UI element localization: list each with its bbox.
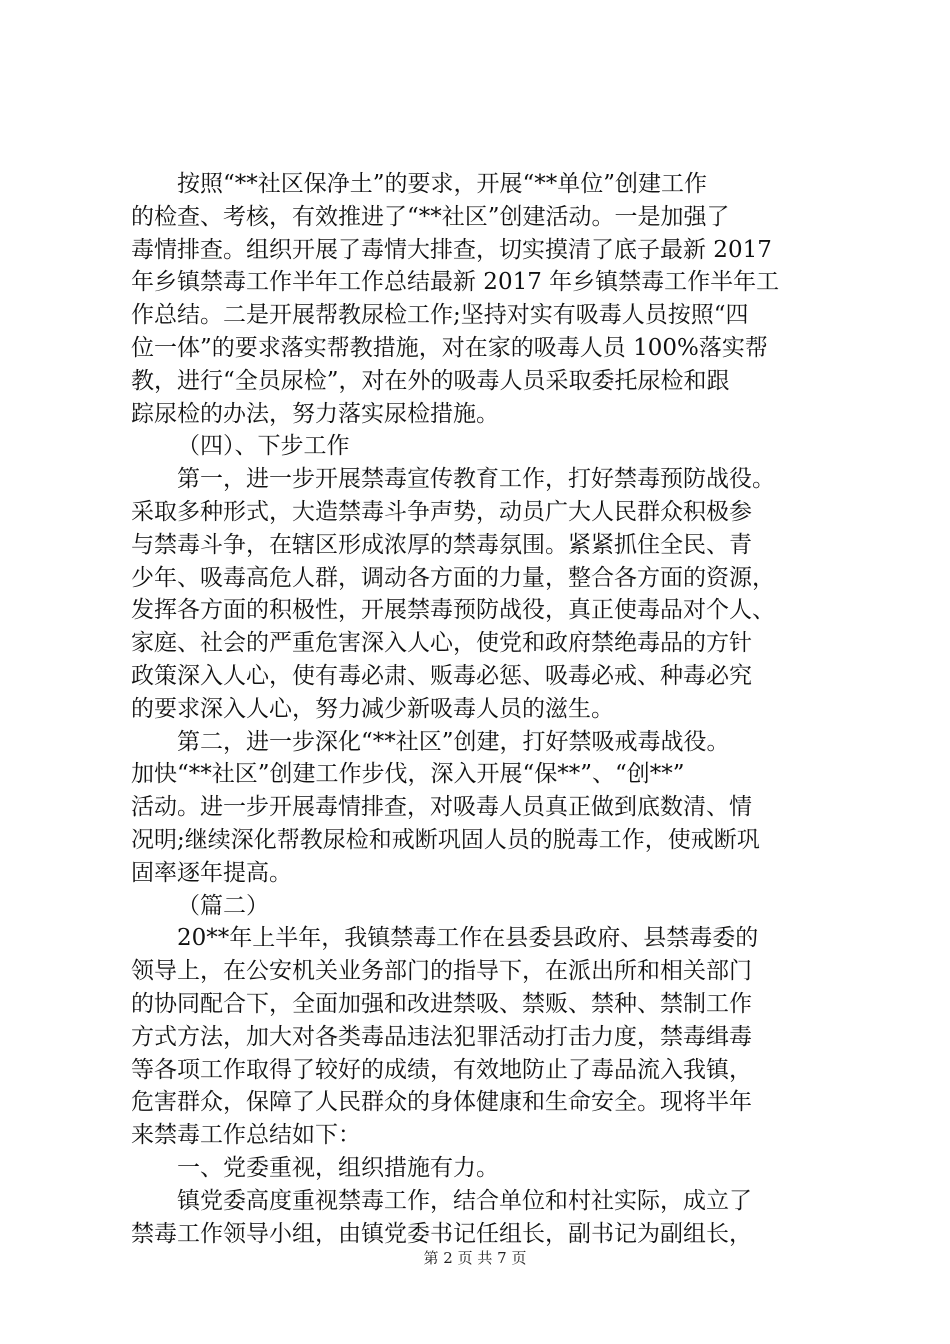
text-line: 固率逐年提高。 bbox=[131, 859, 292, 886]
page-footer: 第 2 页 共 7 页 bbox=[423, 1249, 527, 1267]
text-line: 发挥各方面的积极性，开展禁毒预防战役，真正使毒品对个人、 bbox=[131, 597, 775, 624]
document-body bbox=[131, 168, 831, 1250]
text-line: 毒情排查。组织开展了毒情大排查，切实摸清了底子最新 2017 bbox=[131, 236, 772, 263]
text-line: 禁毒工作领导小组，由镇党委书记任组长，副书记为副组长， bbox=[131, 1220, 752, 1247]
text-line: 20**年上半年，我镇禁毒工作在县委县政府、县禁毒委的 bbox=[177, 925, 759, 952]
text-line: 踪尿检的办法，努力落实尿检措施。 bbox=[131, 400, 499, 427]
text-line: （四）、下步工作 bbox=[177, 433, 350, 460]
text-line: 按照“**社区保净土”的要求，开展“**单位”创建工作 bbox=[177, 171, 708, 197]
text-line: 况明;继续深化帮教尿检和戒断巩固人员的脱毒工作，使戒断巩 bbox=[131, 826, 760, 853]
text-line: 的协同配合下，全面加强和改进禁吸、禁贩、禁种、禁制工作 bbox=[131, 990, 752, 1017]
text-line: 第二，进一步深化“**社区”创建，打好禁吸戒毒战役。 bbox=[177, 728, 730, 755]
text-line: 的检查、考核，有效推进了“**社区”创建活动。一是加强了 bbox=[131, 203, 730, 230]
text-line: 镇党委高度重视禁毒工作，结合单位和村社实际，成立了 bbox=[177, 1187, 752, 1214]
text-line: 活动。进一步开展毒情排查，对吸毒人员真正做到底数清、情 bbox=[131, 794, 752, 821]
text-line: 位一体”的要求落实帮教措施，对在家的吸毒人员 100%落实帮 bbox=[131, 334, 768, 361]
text-line: 方式方法，加大对各类毒品违法犯罪活动打击力度，禁毒缉毒 bbox=[131, 1023, 752, 1050]
text-line: 领导上，在公安机关业务部门的指导下，在派出所和相关部门 bbox=[131, 958, 752, 985]
text-line: 危害群众，保障了人民群众的身体健康和生命安全。现将半年 bbox=[131, 1089, 752, 1116]
text-line: 加快“**社区”创建工作步伐，深入开展“保**”、“创**” bbox=[131, 761, 685, 788]
text-line: 少年、吸毒高危人群，调动各方面的力量，整合各方面的资源， bbox=[131, 564, 775, 591]
text-line: 作总结。二是开展帮教尿检工作;坚持对实有吸毒人员按照“四 bbox=[131, 302, 749, 329]
text-line: 政策深入人心，使有毒必肃、贩毒必惩、吸毒必戒、种毒必究 bbox=[131, 662, 752, 689]
text-line: 采取多种形式，大造禁毒斗争声势，动员广大人民群众积极参 bbox=[131, 498, 752, 525]
text-line: 与禁毒斗争，在辖区形成浓厚的禁毒氛围。紧紧抓住全民、青 bbox=[131, 531, 752, 558]
text-line: （篇二） bbox=[177, 892, 269, 919]
text-line: 年乡镇禁毒工作半年工作总结最新 2017 年乡镇禁毒工作半年工 bbox=[131, 269, 780, 296]
text-line: 教，进行“全员尿检”，对在外的吸毒人员采取委托尿检和跟 bbox=[131, 367, 730, 394]
text-line: 的要求深入人心，努力减少新吸毒人员的滋生。 bbox=[131, 695, 614, 722]
text-line: 来禁毒工作总结如下： bbox=[131, 1122, 361, 1149]
text-line: 一、党委重视，组织措施有力。 bbox=[177, 1154, 499, 1181]
text-line: 第一，进一步开展禁毒宣传教育工作，打好禁毒预防战役。 bbox=[177, 466, 775, 493]
text-line: 等各项工作取得了较好的成绩，有效地防止了毒品流入我镇， bbox=[131, 1056, 752, 1083]
text-line: 家庭、社会的严重危害深入人心，使党和政府禁绝毒品的方针 bbox=[131, 630, 752, 657]
